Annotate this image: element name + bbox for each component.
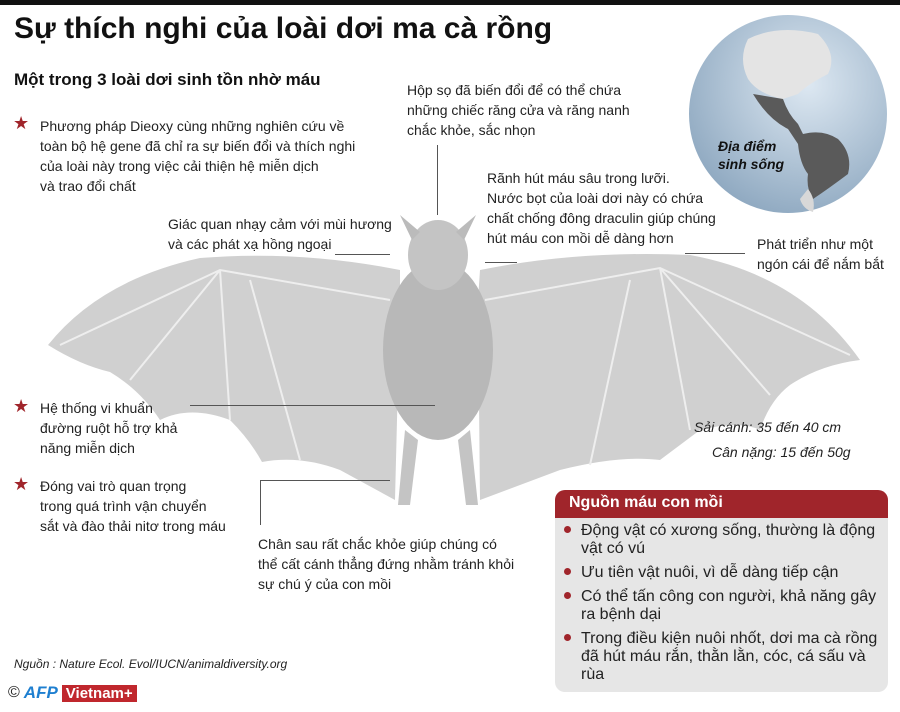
annotation-senses: Giác quan nhạy cảm với mùi hương và các phát xạ hồng ngoại — [168, 216, 392, 252]
prey-item — [555, 564, 888, 582]
prey-list — [555, 518, 888, 684]
annotation-legs: Chân sau rất chắc khỏe giúp chúng có thể cất cánh thẳng đứng nhằm tránh khỏi sự chú ý của con mồi — [258, 536, 515, 592]
prey-item — [555, 522, 888, 558]
prey-item-text: Có thể tấn công con người, khả năng gây ra bệnh dại — [581, 588, 877, 623]
bullet-icon — [564, 634, 571, 641]
star-icon: ★ — [13, 396, 30, 416]
pointer-legs-h — [260, 480, 390, 481]
annotation-tongue: Rãnh hút máu sâu trong lưỡi. Nước bọt của loài dơi này có chứa chất chống đông draculin giúp chúng hút máu con mồi dễ dàng hơn — [487, 170, 716, 246]
weight-stat: Cân nặng: 15 đến 50g — [712, 444, 851, 460]
vietnamplus-logo: Vietnam+ — [62, 685, 137, 702]
pointer-legs — [260, 480, 261, 525]
pointer-skull — [437, 145, 438, 215]
bullet-icon — [564, 526, 571, 533]
star-icon: ★ — [13, 474, 30, 494]
prey-item — [555, 588, 888, 624]
annotation-thumb: Phát triển như một ngón cái để nắm bắt — [757, 236, 884, 272]
wingspan-stat: Sải cánh: 35 đến 40 cm — [694, 419, 842, 435]
afp-logo: AFP — [23, 683, 58, 702]
page-subtitle: Một trong 3 loài dơi sinh tồn nhờ máu — [14, 70, 321, 89]
prey-item — [555, 630, 888, 684]
pointer-thumb — [685, 253, 745, 254]
prey-item-text: Trong điều kiện nuôi nhốt, dơi ma cà rồng đã hút máu rắn, thằn lằn, cóc, cá sấu và rùa — [581, 630, 878, 683]
star-icon: ★ — [13, 113, 30, 133]
annotation-gut: Hệ thống vi khuẩn đường ruột hỗ trợ khả năng miễn dịch — [40, 400, 178, 456]
annotation-dieoxy: Phương pháp Dieoxy cùng những nghiên cứu về toàn bộ hệ gene đã chỉ ra sự biến đổi và thích nghi của loài này trong việc cải thiện hệ miễn dịch và trao đổi chất — [40, 118, 356, 194]
prey-item-text: Động vật có xương sống, thường là động vật có vú — [581, 522, 876, 557]
copyright-symbol: © — [8, 684, 20, 701]
pointer-tongue — [485, 262, 517, 263]
pointer-senses — [335, 254, 390, 255]
pointer-gut — [190, 405, 435, 406]
prey-item-text: Ưu tiên vật nuôi, vì dễ dàng tiếp cận — [581, 564, 839, 581]
annotation-iron: Đóng vai trò quan trọng trong quá trình vận chuyển sắt và đào thải nitơ trong máu — [40, 478, 226, 534]
bat-legs — [398, 430, 478, 505]
credit-logo — [8, 683, 137, 703]
annotation-skull: Hộp sọ đã biến đổi để có thể chứa những chiếc răng cửa và răng nanh chắc khỏe, sắc nhọn — [407, 82, 630, 138]
prey-box — [555, 490, 888, 692]
source-note: Nguồn : Nature Ecol. Evol/IUCN/animaldiversity.org — [14, 657, 288, 671]
prey-box-title: Nguồn máu con mồi — [555, 490, 888, 518]
bullet-icon — [564, 568, 571, 575]
habitat-label: Địa điểm sinh sống — [718, 138, 785, 172]
page-title: Sự thích nghi của loài dơi ma cà rồng — [14, 12, 553, 45]
bullet-icon — [564, 592, 571, 599]
